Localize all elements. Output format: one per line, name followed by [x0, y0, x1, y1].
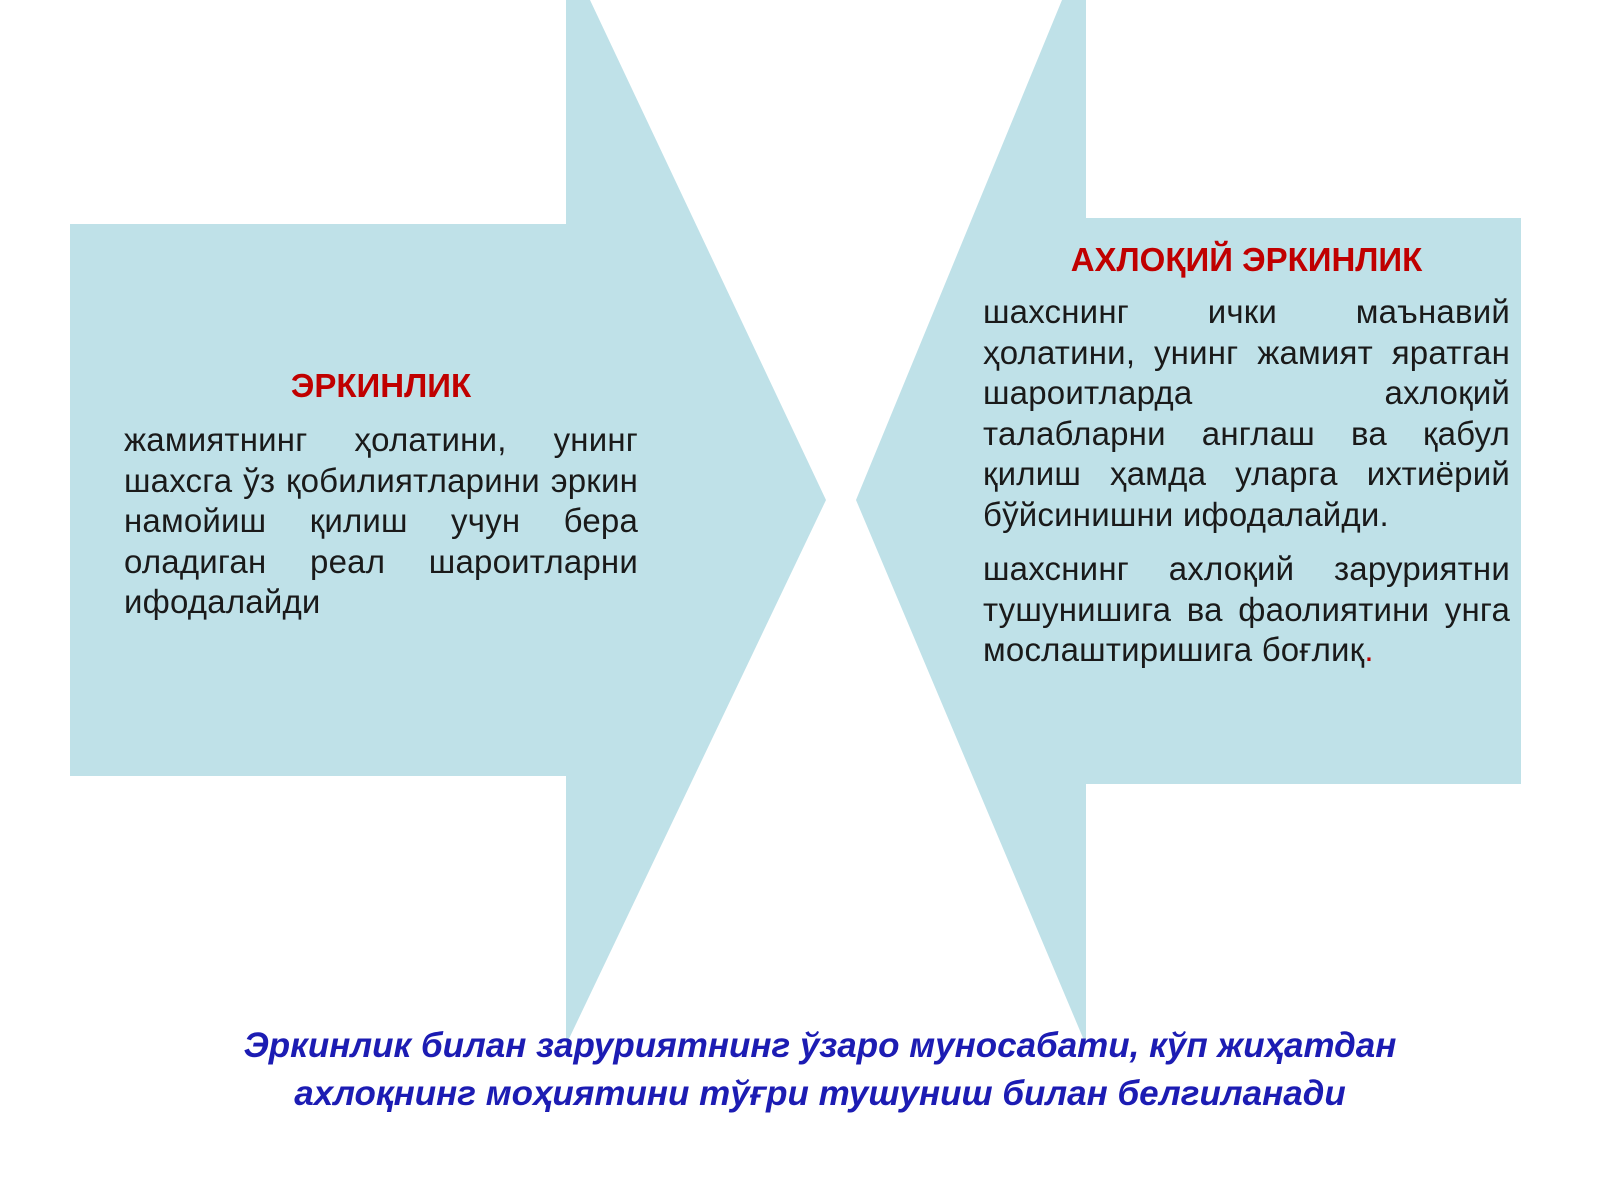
moral-freedom-dependency-text: шахснинг ахлоқий заруриятни тушунишига ва фаолиятини унга мослаштиришига боғлиқ [983, 550, 1510, 668]
conclusion-caption [120, 1022, 1520, 1118]
moral-freedom-definition: шахснинг ички маънавий ҳолатини, унинг жамият яратган шароитларда ахлоқий талабларни англаш ва қабул қилиш ҳамда уларга ихтиёрий бўйсинишни ифодалайди. [983, 293, 1510, 533]
freedom-title: ЭРКИНЛИК [290, 367, 472, 404]
caption-line-1: Эркинлик билан заруриятнинг ўзаро муносабати, кўп жиҳатдан [243, 1026, 1397, 1065]
moral-freedom-dependency [983, 549, 1510, 671]
caption-line-2: ахлоқнинг моҳиятини тўғри тушуниш билан белгиланади [294, 1074, 1346, 1113]
closing-period: . [1364, 631, 1374, 668]
moral-freedom-panel [983, 240, 1510, 671]
freedom-definition: жамиятнинг ҳолатини, унинг шахсга ўз қобилиятларини эркин намойиш қилиш учун бера оладиган реал шароитларни ифодалайди [124, 421, 638, 620]
freedom-panel [124, 366, 638, 623]
moral-freedom-title: АХЛОҚИЙ ЭРКИНЛИК [1070, 241, 1423, 278]
